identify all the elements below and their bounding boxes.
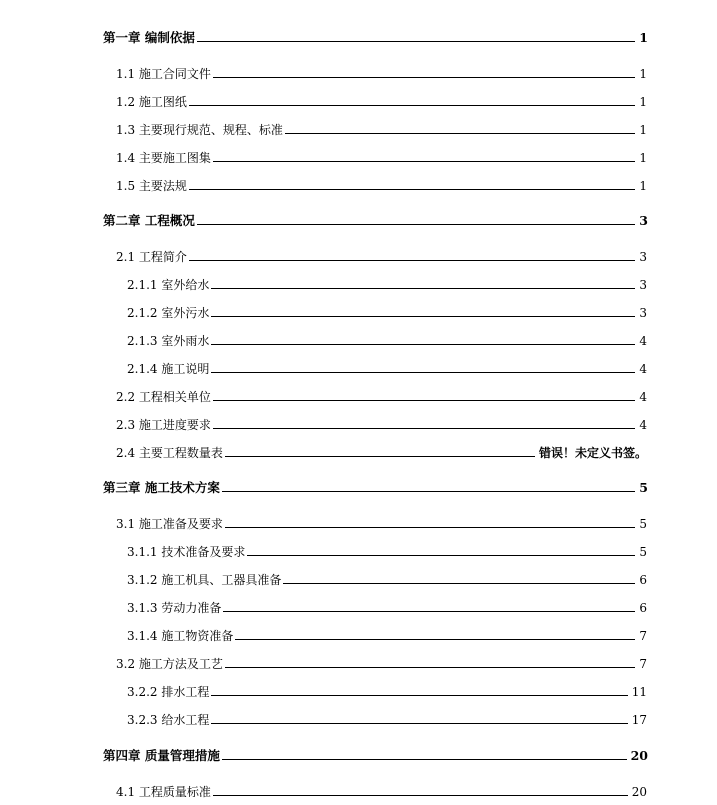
toc-leader-line — [211, 695, 627, 696]
toc-leader-line — [213, 161, 635, 162]
toc-entry-title: 第一章 编制依据 — [103, 30, 195, 45]
toc-entry-title: 第二章 工程概况 — [103, 213, 195, 228]
toc-leader-line — [213, 795, 628, 796]
toc-entry-title: 2.1.1 室外给水 — [127, 278, 210, 292]
toc-entry-title: 2.2 工程相关单位 — [116, 390, 211, 404]
toc-entry-page: 4 — [639, 334, 647, 348]
toc-entry-page: 5 — [639, 480, 648, 495]
toc-entry-page: 3 — [639, 213, 648, 228]
toc-entry-title: 2.1 工程简介 — [116, 250, 187, 264]
toc-entry-chapter-2[interactable] — [103, 210, 648, 228]
toc-leader-line — [283, 583, 635, 584]
toc-entry-3-1[interactable] — [116, 513, 647, 531]
toc-entry-title: 2.1.2 室外污水 — [127, 306, 210, 320]
toc-entry-3-2-2[interactable] — [127, 681, 647, 699]
toc-entry-title: 第三章 施工技术方案 — [103, 480, 220, 495]
toc-leader-line — [213, 400, 635, 401]
toc-entry-title: 3.1.3 劳动力准备 — [127, 601, 222, 615]
toc-entry-page-error: 错误！未定义书签。 — [538, 446, 647, 460]
toc-leader-line — [211, 372, 635, 373]
toc-entry-title: 1.5 主要法规 — [116, 179, 187, 193]
toc-entry-page: 7 — [639, 657, 647, 671]
toc-entry-page: 3 — [639, 306, 647, 320]
toc-entry-page: 1 — [639, 95, 647, 109]
toc-entry-page: 11 — [631, 685, 647, 699]
toc-leader-line — [213, 428, 635, 429]
toc-leader-line — [211, 344, 635, 345]
toc-entry-title: 2.3 施工进度要求 — [116, 418, 211, 432]
toc-entry-3-2[interactable] — [116, 653, 647, 671]
toc-entry-page: 17 — [631, 713, 647, 727]
toc-entry-1-3[interactable] — [116, 119, 647, 137]
toc-entry-page: 3 — [639, 278, 647, 292]
toc-entry-title: 2.4 主要工程数量表 — [116, 446, 223, 460]
toc-entry-title: 1.4 主要施工图集 — [116, 151, 211, 165]
toc-leader-line — [222, 491, 635, 492]
toc-entry-2-2[interactable] — [116, 386, 647, 404]
toc-leader-line — [189, 189, 635, 190]
toc-entry-page: 7 — [639, 629, 647, 643]
toc-entry-3-1-3[interactable] — [127, 597, 647, 615]
toc-entry-title: 1.2 施工图纸 — [116, 95, 187, 109]
toc-entry-title: 3.2.2 排水工程 — [127, 685, 210, 699]
toc-leader-line — [222, 759, 627, 760]
toc-entry-page: 5 — [639, 545, 647, 559]
toc-entry-title: 3.2.3 给水工程 — [127, 713, 210, 727]
toc-entry-3-1-2[interactable] — [127, 569, 647, 587]
toc-entry-title: 3.1.2 施工机具、工器具准备 — [127, 573, 282, 587]
toc-entry-page: 1 — [639, 123, 647, 137]
toc-entry-1-2[interactable] — [116, 91, 647, 109]
toc-entry-page: 1 — [639, 30, 648, 45]
toc-entry-title: 1.3 主要现行规范、规程、标准 — [116, 123, 283, 137]
toc-entry-page: 6 — [639, 601, 647, 615]
toc-entry-chapter-4[interactable] — [103, 745, 648, 763]
toc-leader-line — [225, 456, 535, 457]
toc-leader-line — [223, 611, 635, 612]
toc-entry-1-1[interactable] — [116, 63, 647, 81]
toc-entry-page: 1 — [639, 67, 647, 81]
toc-entry-page: 1 — [639, 179, 647, 193]
toc-leader-line — [211, 316, 635, 317]
toc-entry-page: 5 — [639, 517, 647, 531]
toc-entry-title: 4.1 工程质量标准 — [116, 785, 211, 799]
toc-entry-title: 2.1.3 室外雨水 — [127, 334, 210, 348]
toc-leader-line — [235, 639, 635, 640]
toc-entry-title: 3.1.1 技术准备及要求 — [127, 545, 246, 559]
toc-entry-title: 2.1.4 施工说明 — [127, 362, 210, 376]
toc-leader-line — [225, 527, 635, 528]
toc-leader-line — [197, 224, 635, 225]
toc-leader-line — [189, 105, 635, 106]
toc-entry-title: 3.1 施工准备及要求 — [116, 517, 223, 531]
toc-entry-page: 1 — [639, 151, 647, 165]
toc-entry-1-5[interactable] — [116, 175, 647, 193]
toc-entry-2-1-1[interactable] — [127, 274, 647, 292]
toc-entry-chapter-1[interactable] — [103, 27, 648, 45]
toc-entry-2-1-3[interactable] — [127, 330, 647, 348]
toc-leader-line — [213, 77, 635, 78]
toc-entry-2-4[interactable] — [116, 442, 647, 460]
toc-entry-4-1[interactable] — [116, 781, 647, 799]
toc-entry-title: 3.2 施工方法及工艺 — [116, 657, 223, 671]
toc-entry-2-1-2[interactable] — [127, 302, 647, 320]
toc-entry-1-4[interactable] — [116, 147, 647, 165]
toc-entry-page: 4 — [639, 362, 647, 376]
toc-leader-line — [285, 133, 635, 134]
toc-entry-page: 4 — [639, 418, 647, 432]
toc-leader-line — [225, 667, 635, 668]
toc-entry-2-1[interactable] — [116, 246, 647, 264]
toc-entry-3-1-1[interactable] — [127, 541, 647, 559]
toc-entry-title: 3.1.4 施工物资准备 — [127, 629, 234, 643]
toc-leader-line — [211, 288, 635, 289]
toc-entry-2-3[interactable] — [116, 414, 647, 432]
toc-entry-chapter-3[interactable] — [103, 477, 648, 495]
toc-entry-title: 第四章 质量管理措施 — [103, 748, 220, 763]
toc-entry-page: 4 — [639, 390, 647, 404]
toc-entry-page: 6 — [639, 573, 647, 587]
toc-entry-page: 3 — [639, 250, 647, 264]
toc-entry-title: 1.1 施工合同文件 — [116, 67, 211, 81]
toc-entry-page: 20 — [631, 785, 647, 799]
toc-leader-line — [189, 260, 635, 261]
toc-leader-line — [247, 555, 635, 556]
toc-leader-line — [211, 723, 627, 724]
toc-entry-3-2-3[interactable] — [127, 709, 647, 727]
toc-entry-page: 20 — [630, 748, 648, 763]
toc-entry-2-1-4[interactable] — [127, 358, 647, 376]
toc-leader-line — [197, 41, 635, 42]
toc-entry-3-1-4[interactable] — [127, 625, 647, 643]
